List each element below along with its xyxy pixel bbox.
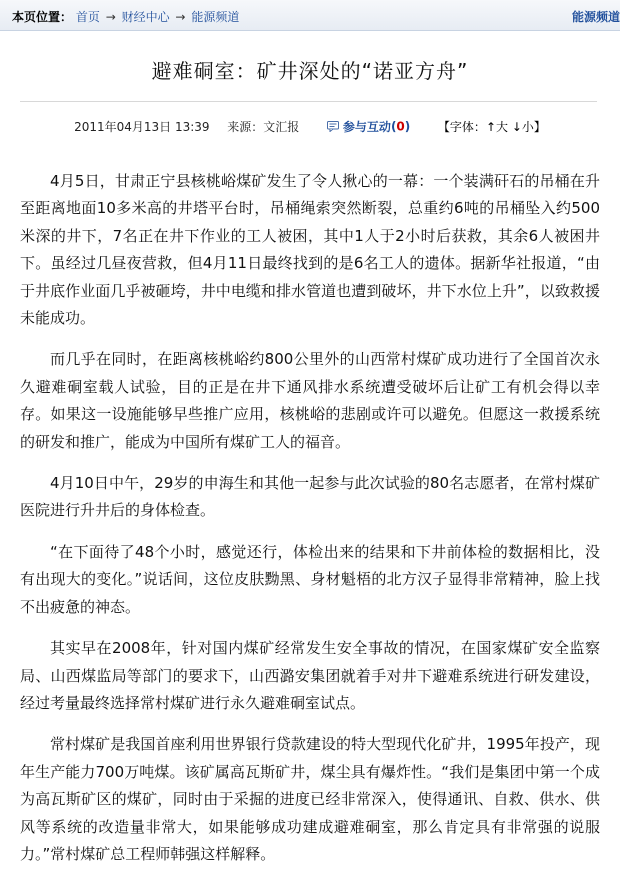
interact-paren-close: ) [404, 119, 411, 134]
page-title: 避难硐室：矿井深处的“诺亚方舟” [151, 59, 469, 83]
interact-link[interactable] [327, 119, 414, 133]
breadcrumb-finance-link[interactable]: 财经中心 [121, 10, 170, 24]
title-divider [20, 101, 597, 102]
article-paragraph: 4月10日中午，29岁的申海生和其他一起参与此次试验的80名志愿者，在常村煤矿医院进行升井后的身体检查。 [20, 474, 600, 520]
font-size-control [438, 119, 546, 133]
font-smaller-link[interactable]: ↓小 [511, 120, 534, 134]
energy-channel-link[interactable]: 能源频道 [571, 10, 620, 24]
breadcrumb-bar [0, 0, 620, 31]
breadcrumb-home-link[interactable]: 首页 [75, 10, 100, 24]
breadcrumb-arrow: → [105, 10, 116, 24]
font-size-close: 】 [533, 120, 546, 134]
article-paragraph: 常村煤矿是我国首座利用世界银行贷款建设的特大型现代化矿井，1995年投产，现年生产能力700万吨煤。该矿属高瓦斯矿井，煤尘具有爆炸性。“我们是集团中第一个成为高瓦斯矿区的煤矿，同时由于采掘的进度已经非常深入，使得通讯、自救、供水、供风等系统的改造量非常大，如果能够成功建成避难硐室，那么肯定具有非常强的说服力。”常村煤矿总工程师韩强这样解释。 [20, 735, 600, 863]
article-paragraph: 其实早在2008年，针对国内煤矿经常发生安全事故的情况，在国家煤矿安全监察局、山西煤监局等部门的要求下，山西潞安集团就着手对井下避难系统进行研发建设，经过考量最终选择常村煤矿进行永久避难硐室试点。 [20, 639, 600, 712]
article-paragraph: 而几乎在同时，在距离核桃峪约800公里外的山西常村煤矿成功进行了全国首次永久避难硐室载人试验，目的正是在井下通风排水系统遭受破坏后让矿工有机会得以幸存。如果这一设施能够早些推广应用，核桃峪的悲剧或许可以避免。但愿这一救援系统的研发和推广，能成为中国所有煤矿工人的福音。 [20, 350, 600, 451]
source-name: 文汇报 [263, 120, 300, 134]
comment-icon [327, 121, 339, 132]
font-bigger-link[interactable]: ↑大 [485, 120, 508, 134]
publish-datetime: 2011年04月13日 13:39 [74, 120, 210, 134]
breadcrumb [12, 8, 239, 25]
source-label: 来源： [227, 120, 264, 134]
article-paragraph: “在下面待了48个小时，感觉还行，体检出来的结果和下井前体检的数据相比，没有出现大的变化。”说话间，这位皮肤黝黑、身材魁梧的北方汉子显得非常精神，脸上找不出疲惫的神态。 [20, 542, 600, 616]
article-meta [0, 118, 620, 135]
interact-label: 参与互动 [342, 120, 391, 134]
breadcrumb-energy-link[interactable]: 能源频道 [191, 10, 240, 24]
breadcrumb-arrow: → [175, 10, 186, 24]
article-paragraph: 4月5日，甘肃正宁县核桃峪煤矿发生了令人揪心的一幕：一个装满矸石的吊桶在升至距离地面10多米高的井塔平台时，吊桶绳索突然断裂，总重约6吨的吊桶坠入约500米深的井下，7名正在井下作业的工人被困，其中1人于2小时后获救，其余6人被困井下。虽经过几昼夜营救，但4月11日最终找到的是6名工人的遗体。据新华社报道，“由于井底作业面几乎被砸垮，井中电缆和排水管道也遭到破坏，井下水位上升”，以致救援未能成功。 [20, 172, 600, 328]
article-body [20, 168, 600, 882]
interact-count: 0 [396, 119, 405, 134]
interact-paren-open: ( [390, 119, 397, 134]
breadcrumb-label: 本页位置： [12, 10, 73, 24]
font-size-label: 【字体： [437, 120, 486, 134]
